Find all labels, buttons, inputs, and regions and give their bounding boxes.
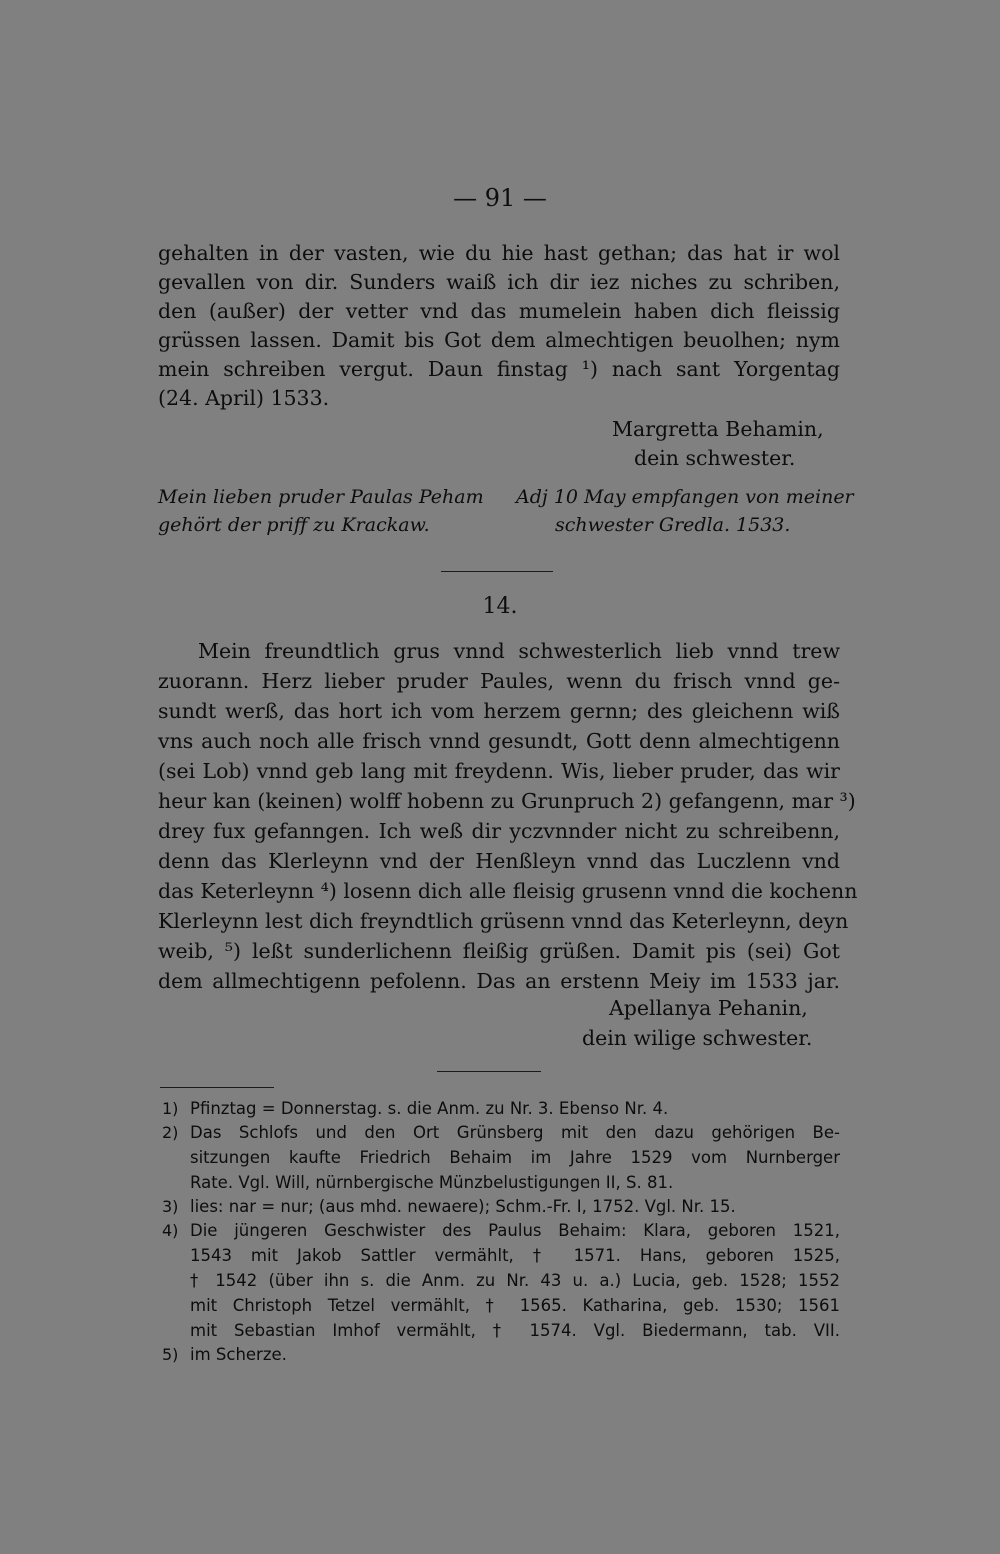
footnote-line: Rate. Vgl. Will, nürnbergische Münzbelustigungen II, S. 81. bbox=[190, 1173, 674, 1192]
letter-number: 14. bbox=[482, 594, 518, 619]
letter-14-signature-name: Apellanya Pehanin, bbox=[609, 996, 808, 1020]
footnote-line: mit Christoph Tetzel vermählt, † 1565. Katharina, geb. 1530; 1561 bbox=[190, 1296, 840, 1315]
letter-14-line: (sei Lob) vnnd geb lang mit freydenn. Wis, lieber pruder, das wir bbox=[158, 759, 840, 783]
letter-13-address-left: gehört der priff zu Krackaw. bbox=[158, 514, 430, 536]
letter-13-line: mein schreiben vergut. Daun finstag ¹) nach sant Yorgentag bbox=[158, 357, 840, 381]
footnote-line: 1543 mit Jakob Sattler vermählt, † 1571. Hans, geboren 1525, bbox=[190, 1246, 840, 1265]
letter-14-line: drey fux gefanngen. Ich weß dir yczvnnder nicht zu schreibenn, bbox=[158, 819, 840, 843]
letter-13-signature-closing: dein schwester. bbox=[634, 446, 796, 470]
footnote-marker: 1) bbox=[162, 1099, 179, 1118]
section-divider bbox=[441, 571, 553, 572]
letter-13-line: gehalten in der vasten, wie du hie hast gethan; das hat ir wol bbox=[158, 241, 840, 265]
letter-14-line: denn das Klerleynn vnd der Henßleyn vnnd das Luczlenn vnd bbox=[158, 849, 840, 873]
letter-13-line: den (außer) der vetter vnd das mumelein haben dich fleissig bbox=[158, 299, 840, 323]
letter-13-address-left: Mein lieben pruder Paulas Peham bbox=[158, 486, 484, 508]
footnote-text: Pfinztag = Donnerstag. s. die Anm. zu Nr. 3. Ebenso Nr. 4. bbox=[190, 1099, 669, 1118]
footnote bbox=[162, 1344, 840, 1366]
letter-14-line: Klerleynn lest dich freyndtlich grüsenn vnnd das Keterleynn, deyn bbox=[158, 909, 849, 933]
letter-14-signature-closing: dein wilige schwester. bbox=[582, 1026, 813, 1050]
footnote-marker: 3) bbox=[162, 1197, 179, 1216]
footnote-line: mit Sebastian Imhof vermählt, † 1574. Vgl. Biedermann, tab. VII. bbox=[190, 1321, 840, 1340]
footnote bbox=[162, 1098, 840, 1120]
footnote-marker: 5) bbox=[162, 1345, 179, 1364]
letter-14-line: heur kan (keinen) wolff hobenn zu Grunpruch 2) gefangenn, mar ³) bbox=[158, 789, 856, 813]
letter-13-receipt-note: schwester Gredla. 1533. bbox=[555, 514, 791, 536]
letter-14-line: sundt werß, das hort ich vom herzem gernn; des gleichenn wiß bbox=[158, 699, 840, 723]
footnote-line: sitzungen kaufte Friedrich Behaim im Jahre 1529 vom Nurnberger bbox=[190, 1148, 840, 1167]
letter-14-line: zuorann. Herz lieber pruder Paules, wenn du frisch vnnd ge- bbox=[158, 669, 840, 693]
footnote-rule bbox=[160, 1087, 274, 1088]
letter-13-signature-name: Margretta Behamin, bbox=[612, 417, 824, 441]
letter-13-receipt-note: Adj 10 May empfangen von meiner bbox=[516, 486, 854, 508]
footnote-text: Das Schlofs und den Ort Grünsberg mit den dazu gehörigen Be- bbox=[190, 1123, 840, 1142]
letter-14-line: vns auch noch alle frisch vnnd gesundt, Gott denn almechtigenn bbox=[158, 729, 840, 753]
letter-14-line: weib, ⁵) leßt sunderlichenn fleißig grüßen. Damit pis (sei) Got bbox=[158, 939, 840, 963]
footnote-text: im Scherze. bbox=[190, 1345, 287, 1364]
letter-14-line: dem allmechtigenn pefolenn. Das an erstenn Meiy im 1533 jar. bbox=[158, 969, 840, 993]
footnote-marker: 2) bbox=[162, 1123, 179, 1142]
page-number: — 91 — bbox=[453, 184, 547, 212]
letter-13-date: (24. April) 1533. bbox=[158, 386, 330, 410]
footnote-line: † 1542 (über ihn s. die Anm. zu Nr. 43 u. a.) Lucia, geb. 1528; 1552 bbox=[190, 1271, 840, 1290]
footnote bbox=[162, 1196, 840, 1218]
footnote-marker: 4) bbox=[162, 1221, 179, 1240]
letter-14-line: Mein freundtlich grus vnnd schwesterlich lieb vnnd trew bbox=[198, 639, 840, 663]
letter-13-line: gevallen von dir. Sunders waiß ich dir iez niches zu schriben, bbox=[158, 270, 840, 294]
footnote bbox=[162, 1220, 840, 1242]
letter-13-line: grüssen lassen. Damit bis Got dem almechtigen beuolhen; nym bbox=[158, 328, 840, 352]
footnote-text: Die jüngeren Geschwister des Paulus Behaim: Klara, geboren 1521, bbox=[190, 1221, 840, 1240]
letter-14-line: das Keterleynn ⁴) losenn dich alle fleisig grusenn vnnd die kochenn bbox=[158, 879, 858, 903]
section-divider bbox=[437, 1071, 541, 1072]
footnote bbox=[162, 1122, 840, 1144]
footnote-text: lies: nar = nur; (aus mhd. newaere); Schm.-Fr. I, 1752. Vgl. Nr. 15. bbox=[190, 1197, 736, 1216]
